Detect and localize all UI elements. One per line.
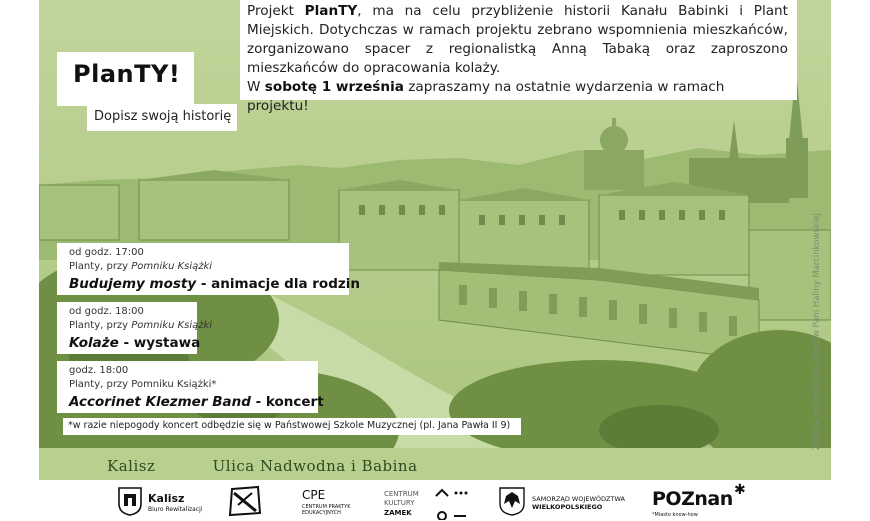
poznan-tagline: *Miasto know-how	[652, 512, 698, 518]
poster-title: PlanTY!	[73, 60, 181, 88]
cpe-logo	[302, 488, 351, 516]
subtitle-box	[87, 104, 237, 131]
samorzad-logo	[498, 486, 625, 520]
photo-caption	[107, 457, 418, 475]
ck-line-1: CENTRUM	[384, 490, 419, 498]
event-card	[57, 302, 213, 354]
event-name-rest: - wystawa	[118, 335, 201, 351]
intro-invite-post: zapraszamy na ostatnie wydarzenia w ramach projektu!	[247, 79, 725, 114]
event-name	[69, 394, 324, 410]
project-badge-logo	[228, 485, 262, 521]
event-name	[69, 276, 360, 292]
event-time: od godz. 18:00	[69, 306, 144, 317]
kalisz-logo-sub: Biuro Rewitalizacji	[148, 506, 203, 513]
event-card	[57, 243, 360, 295]
photo-caption-street: Ulica Nadwodna i Babina	[212, 457, 418, 475]
intro-date: sobotę 1 września	[264, 79, 404, 95]
intro-paragraph	[240, 0, 797, 78]
ck-symbols-icon	[434, 486, 468, 520]
event-name-rest: - koncert	[250, 394, 324, 410]
cpe-logo-sub1: CENTRUM PRAKTYK	[302, 504, 351, 510]
intro-invite-pre: W	[247, 79, 265, 95]
photo-caption-city: Kalisz	[107, 457, 156, 475]
ck-line-3: ZAMEK	[384, 509, 412, 517]
asterisk-icon: ✱	[734, 482, 746, 498]
event-name-rest: - animacje dla rodzin	[196, 276, 360, 292]
event-name	[69, 335, 200, 351]
weather-note: *w razie niepogody koncert odbędzie się w Państwowej Szkole Muzycznej (pl. Jana Pawła II 9)	[68, 420, 511, 431]
event-place-italic: Pomniku Książki	[131, 320, 213, 331]
event-place-italic: Pomniku Książki	[131, 261, 213, 272]
badge-icon	[228, 485, 262, 517]
ck-line-2: KULTURY	[384, 499, 415, 507]
samorzad-line-1: SAMORZĄD WOJEWÓDZTWA	[532, 495, 625, 503]
intro-box	[240, 0, 797, 114]
kalisz-logo	[118, 486, 203, 520]
event-time: godz. 18:00	[69, 365, 129, 376]
event-name-italic: Kolaże	[69, 335, 119, 351]
ck-zamek-logo	[384, 490, 419, 517]
cpe-logo-name: CPE	[302, 488, 326, 502]
intro-invite	[240, 78, 797, 116]
cpe-logo-sub2: EDUKACYJNYCH	[302, 510, 341, 516]
event-place	[69, 320, 212, 331]
poster-subtitle: Dopisz swoją historię	[94, 109, 232, 124]
event-card	[57, 361, 324, 413]
intro-project-name: PlanTY	[304, 3, 358, 19]
event-name-italic: Budujemy mosty	[69, 276, 197, 292]
title-box	[57, 52, 194, 106]
intro-text-2: , ma na celu przybliżenie historii Kanału Babinki i Plant Miejskich. Dotychczas w ramach projektu zebrano wspomnienia mieszkańców, zorganizowano spacer z regionalistką Anną Tabaką oraz zaproszono mieszkańców do opracowania kolaży.	[247, 3, 788, 76]
event-place-text: Planty, przy Pomniku Książki*	[69, 379, 217, 390]
event-place	[69, 261, 212, 272]
kalisz-crest-icon	[118, 486, 142, 516]
weather-note-box	[63, 418, 521, 435]
sponsor-logos	[0, 480, 870, 520]
kalisz-logo-name: Kalisz	[148, 492, 185, 505]
poznan-logo-name: POZnan	[652, 488, 733, 510]
event-place-text: Planty, przy	[69, 261, 132, 272]
samorzad-line-2: WIELKOPOLSKIEGO	[532, 503, 603, 511]
event-name-italic: Accorinet Klezmer Band	[69, 394, 251, 410]
event-place	[69, 379, 216, 390]
eagle-crest-icon	[498, 486, 526, 516]
poznan-logo	[652, 482, 746, 518]
event-time: od godz. 17:00	[69, 247, 144, 258]
photo-credit: Zdjęcie pochodzi ze zbiorów Pani Haliny Marcinkowskiej	[812, 213, 822, 450]
event-place-text: Planty, przy	[69, 320, 132, 331]
intro-text-1: Projekt	[247, 3, 305, 19]
